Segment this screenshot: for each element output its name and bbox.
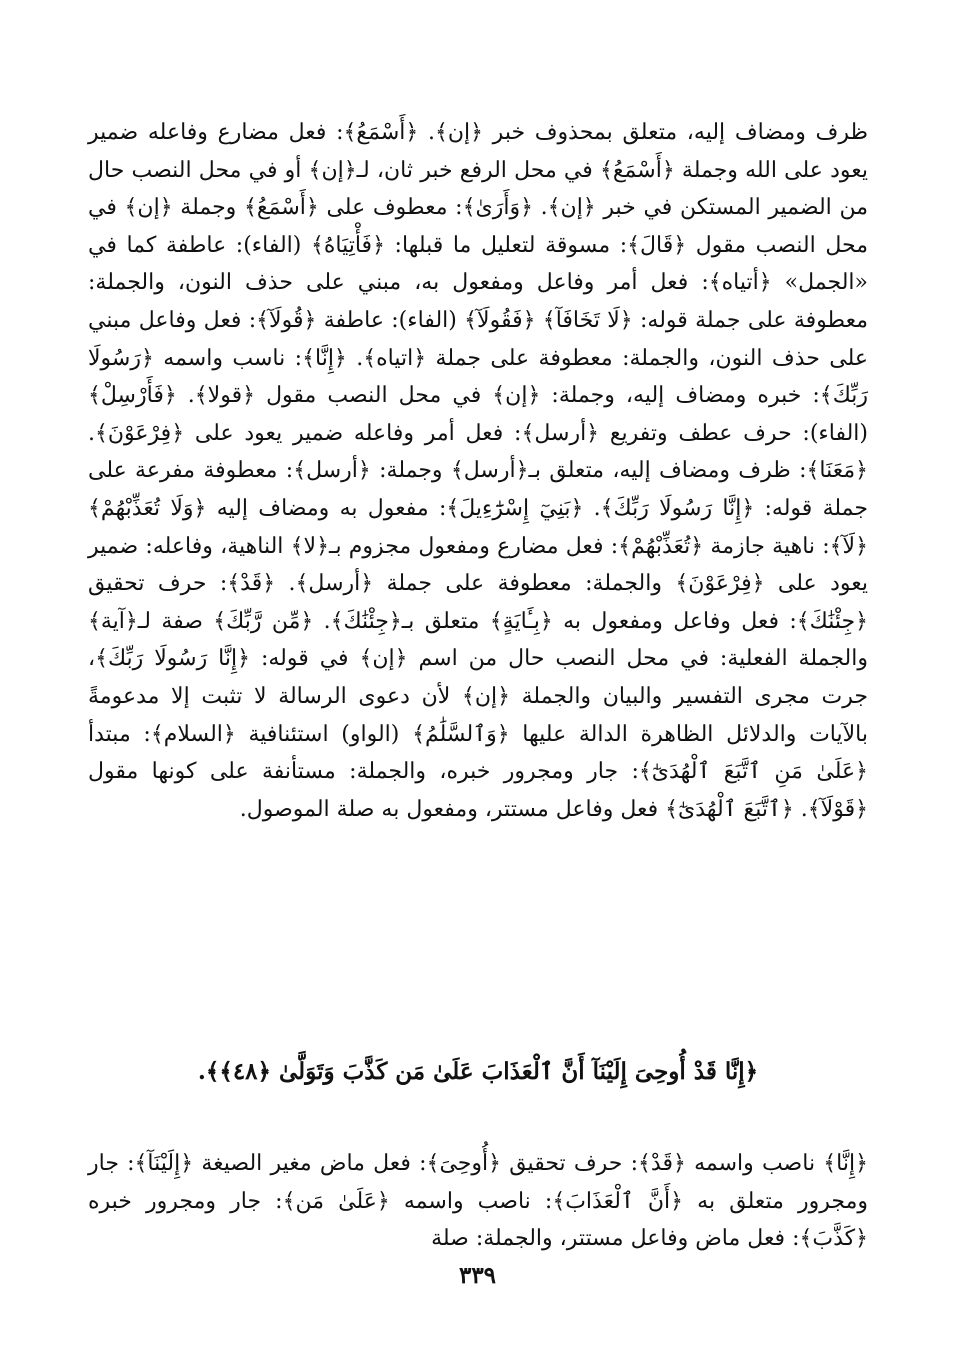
- commentary-paragraph-top: ظرف ومضاف إليه، متعلق بمحذوف خبر ﴿إن﴾. ﴿أَسْمَعُ﴾: فعل مضارع وفاعله ضمير يعود على الله وجملة ﴿أَسْمَعُ﴾ في محل الرفع خبر ثان، لـ﴿إن﴾ أو في محل النصب حال من الضمير المستكن في خبر ﴿إن﴾. ﴿وَأَرَىٰ﴾: معطوف على ﴿أَسْمَعُ﴾ وجملة ﴿إن﴾ في محل النصب مقول ﴿قَالَ﴾: مسوقة لتعليل ما قبلها: ﴿فَأْتِيَاهُ﴾ (الفاء): عاطفة كما في «الجمل» ﴿أتياه﴾: فعل أمر وفاعل ومفعول به، مبني على حذف النون، والجملة: معطوفة على جملة قوله: ﴿لَا تَخَافَآ﴾ ﴿فَقُولَآ﴾ (الفاء): عاطفة ﴿قُولَآ﴾: فعل وفاعل مبني على حذف النون، والجملة: معطوفة على جملة ﴿اتياه﴾. ﴿إِنَّا﴾: ناسب واسمه ﴿رَسُولَا رَبِّكَ﴾: خبره ومضاف إليه، وجملة: ﴿إن﴾ في محل النصب مقول ﴿قولا﴾. ﴿فَأَرْسِلْ﴾ (الفاء): حرف عطف وتفريع ﴿أرسل﴾: فعل أمر وفاعله ضمير يعود على ﴿فِرْعَوْنَ﴾. ﴿مَعَنَا﴾: ظرف ومضاف إليه، متعلق بـ﴿أرسل﴾ وجملة: ﴿أرسل﴾: معطوفة مفرعة على جملة قوله: ﴿إِنَّا رَسُولَا رَبِّكَ﴾. ﴿بَنِيٓ إِسْرَٰٓءِيلَ﴾: مفعول به ومضاف إليه ﴿وَلَا تُعَذِّبْهُمْ﴾ ﴿لَآ﴾: ناهية جازمة ﴿تُعَذِّبْهُمْ﴾: فعل مضارع ومفعول مجزوم بـ﴿لا﴾ الناهية، وفاعله: ضمير يعود على ﴿فِرْعَوْنَ﴾ والجملة: معطوفة على جملة ﴿أرسل﴾. ﴿قَدْ﴾: حرف تحقيق ﴿جِئْنَٰكَ﴾: فعل وفاعل ومفعول به ﴿بِـَٔايَةٍ﴾ متعلق بـ﴿جِئْنَٰكَ﴾. ﴿مِّن رَّبِّكَ﴾ صفة لـ﴿آية﴾ والجملة الفعلية: في محل النصب حال من اسم ﴿إن﴾ في قوله: ﴿إِنَّا رَسُولَا رَبِّكَ﴾، جرت مجرى التفسير والبيان والجملة ﴿إن﴾ لأن دعوى الرسالة لا تثبت إلا مدعومةً بالآيات والدلائل الظاهرة الدالة عليها ﴿وَٱلسَّلَٰمُ﴾ (الواو) استئنافية ﴿السلام﴾: مبتدأ ﴿عَلَىٰ مَنِ ٱتَّبَعَ ٱلْهُدَىٰٓ﴾: جار ومجرور خبره، والجملة: مستأنفة على كونها مقول ﴿قَوْلَآ﴾. ﴿ٱتَّبَعَ ٱلْهُدَىٰٓ﴾ فعل وفاعل مستتر، ومفعول به صلة الموصول.: [88, 120, 868, 822]
- commentary-paragraph-bottom: ﴿إِنَّا﴾ ناصب واسمه ﴿قَدْ﴾: حرف تحقيق ﴿أُوحِىَ﴾: فعل ماض مغير الصيغة ﴿إِلَيْنَآ﴾: جار ومجرور متعلق به ﴿أَنَّ ٱلْعَذَابَ﴾: ناصب واسمه ﴿عَلَىٰ مَن﴾: جار ومجرور خبره ﴿كَذَّبَ﴾: فعل ماض وفاعل مستتر، والجملة: صلة: [88, 1151, 868, 1252]
- page-number: ٣٣٩: [458, 1262, 497, 1289]
- quran-verse: ﴿إِنَّا قَدْ أُوحِىَ إِلَيْنَآ أَنَّ ٱلْعَذَابَ عَلَىٰ مَن كَذَّبَ وَتَوَلَّىٰ ﴿٤٨﴾﴾.: [197, 1058, 759, 1085]
